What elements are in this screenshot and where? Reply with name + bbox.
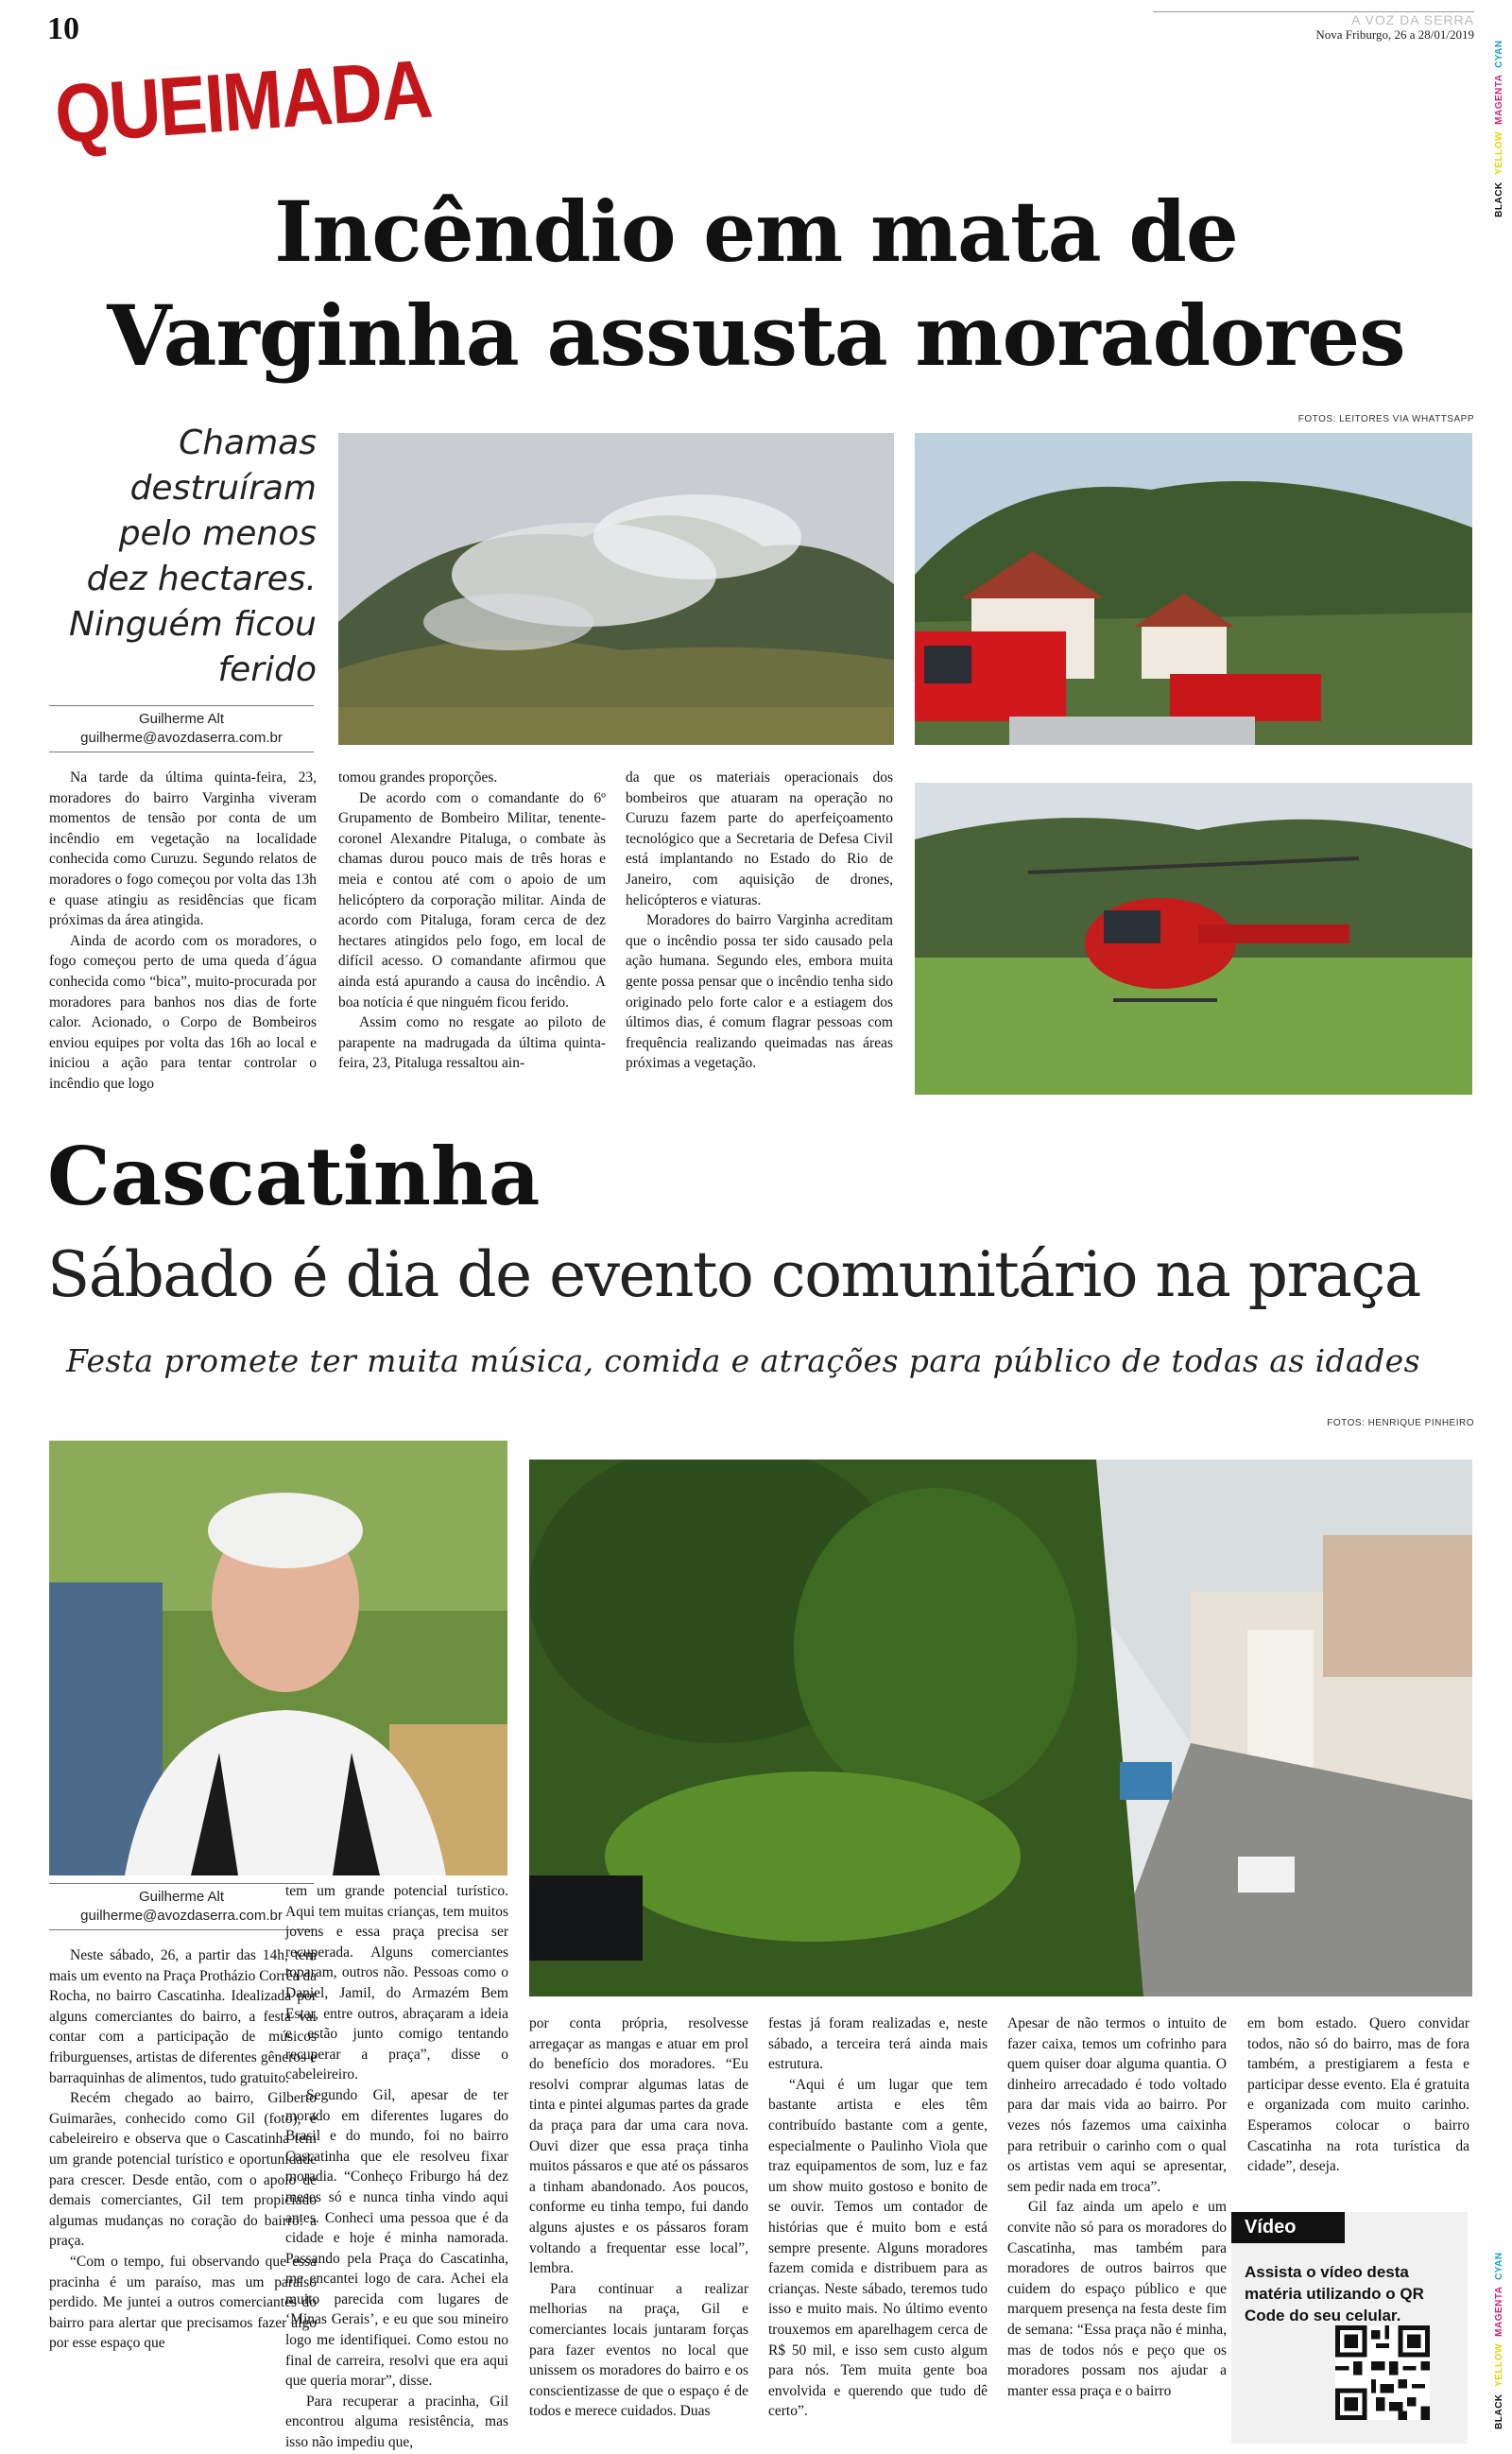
video-qr-box[interactable] (1231, 2212, 1468, 2444)
color-bar-top (1494, 38, 1504, 219)
headline-line2: Varginha assusta moradores (107, 286, 1405, 385)
photo-fire-trucks (915, 433, 1472, 745)
story1-subhead: Chamas destruíram pelo menos dez hectares. Ninguém ficou ferido (69, 423, 317, 689)
color-bar-bottom (1494, 2250, 1504, 2431)
deck-story2: Sábado é dia de evento comunitário na praça (47, 1238, 1420, 1311)
paragraph: De acordo com o comandante do 6º Grupamento de Bombeiro Militar, tenente-coronel Alexandre Pitaluga, o combate às chamas durou pouco mais de três horas e meia e contou até com o apoio de um helicóptero da corporação militar. Ainda de acordo com Pitaluga, foram cerca de dez hectares atingidos pelo fogo, em local de difícil acesso. O comandante afirmou que ainda está apurando a causa do incêndio. A boa notícia é que ninguém ficou ferido. (338, 789, 606, 1011)
edition-date: Nova Friburgo, 26 a 28/01/2019 (1315, 27, 1474, 42)
paragraph: tomou grandes proporções. (338, 769, 498, 786)
story2-column-6 (1247, 2013, 1469, 2177)
paragraph: por conta própria, resolvesse arregaçar as mangas e atuar em prol do benefício dos moradores. “Eu resolvi comprar algumas latas de tinta e pintei algumas partes da grade da praça para dar uma cara nova. Ouvi dizer que essa praça tinha muitos pássaros e que até os pássaros a tinham abandonado. Aos poucos, conforme eu tinha tempo, fui dando alguns ajustes e os pássaros foram voltando a frequentar esse local”, lembra. (529, 2015, 748, 2277)
story1-column-2 (338, 768, 606, 1074)
headline-story2: Cascatinha (47, 1130, 541, 1223)
paragraph: em bom estado. Quero convidar todos, não só do bairro, mas de fora também, a prestigiarem a festa e participar desse evento. Ela é gratuita e organizada com muito carinho. Esperamos colocar o bairro Cascatinha na rota turística da cidade”, deseja. (1247, 2015, 1469, 2175)
color-magenta: MAGENTA (1494, 74, 1504, 126)
video-box-text: Assista o vídeo desta matéria utilizando o QR Code do seu celular. (1245, 2263, 1424, 2324)
paragraph: Gil faz ainda um apelo e um convite não só para os moradores do Cascatinha, mas também para moradores de outros bairros que cuidem do espaço público e que marquem presença na festa deste fim de semana: “Essa praça não é minha, mas de todos nós e peço que os moradores possam nos ajudar a manter essa praça e o bairro (1007, 2199, 1227, 2399)
photo-helicopter (915, 783, 1472, 1095)
paragraph: Recém chegado ao bairro, Gilberto Guimarães, conhecido como Gil (foto), é cabeleireiro e observa que o Cascatinha tem um grande potencial turístico e oportunidade para crescer. Desde então, com o apoio de demais comerciantes, Gil tem propiciado algumas mudanças no coração do bairro: a praça. (49, 2090, 317, 2250)
paragraph: Segundo Gil, apesar de ter morado em diferentes lugares do Brasil e do mundo, foi no bairro Cascatinha que ele resolveu fixar moradia. “Conheço Friburgo há dez meses só e nunca tinha vindo aqui antes. Conheci uma pessoa que é da cidade e hoje é minha namorada. Passando pela Praça do Cascatinha, me encantei logo de cara. Achei ela muito parecida com lugares de ‘Minas Gerais’, e eu que sou mineiro logo me identifiquei. Como estou no final de carreira, resolvi que era aqui que queria morar”, disse. (285, 2086, 508, 2390)
color-yellow: YELLOW (1494, 131, 1504, 176)
byline-email: guilherme@avozdaserra.com.br (80, 730, 283, 746)
publication-name: A VOZ DA SERRA (1351, 12, 1474, 27)
story2-column-1 (49, 1945, 317, 2354)
color-black: BLACK (1494, 2394, 1504, 2429)
byline-email: guilherme@avozdaserra.com.br (80, 1908, 283, 1924)
qr-code-icon[interactable] (1335, 2325, 1430, 2420)
photo-praca-cascatinha (529, 1460, 1472, 1996)
byline-name: Guilherme Alt (138, 1889, 225, 1905)
video-box-title: Vídeo (1231, 2212, 1345, 2243)
headline-line1: Incêndio em mata de (274, 182, 1238, 281)
photo-credit-story2: FOTOS: HENRIQUE PINHEIRO (1327, 1418, 1474, 1428)
paragraph: Na tarde da última quinta-feira, 23, moradores do bairro Varginha viveram momentos de tensão por conta de um incêndio em vegetação na localidade conhecida como Curuzu. Segundo relatos de moradores o fogo começou por volta das 13h e quase atingiu as residências que ficam próximas da área atingida. (49, 769, 317, 929)
paragraph: “Aqui é um lugar que tem bastante artista e eles têm contribuído bastante com a gente, especialmente o Paulinho Viola que traz equipamentos de som, luz e faz um show muito gostoso e bonito de se ouvir. Temos um contador de histórias que é muito bom e está sempre presente. Alguns moradores fazem comida e distribuem para as crianças. Neste sábado, teremos tudo isso e muito mais. No último evento trouxemos em aparelhagem cerca de R$ 50 mil, e isso sem custo algum para nós. Tem muita gente boa envolvida e querendo que tudo dê certo”. (768, 2076, 988, 2420)
headline-story1 (57, 180, 1455, 388)
paragraph: Moradores do bairro Varginha acreditam que o incêndio possa ter sido causado pela ação humana. Segundo eles, embora muita gente possa pensar que o incêndio tenha sido originado pelo forte calor e a estiagem dos últimos dias, é comum flagrar pessoas com frequência realizando queimadas nas áreas próximas a vegetação. (626, 912, 893, 1072)
byline-story1 (49, 705, 314, 752)
photo-forest-fire (338, 433, 894, 745)
story1-column-3 (626, 768, 893, 1074)
paragraph: Neste sábado, 26, a partir das 14h, tem mais um evento na Praça Protházio Corrêa da Rocha, no bairro Cascatinha. Idealizada por alguns comerciantes do bairro, a festa vai contar com a participação de músicos friburguenses, artistas de diferentes gêneros e barraquinhas de alimentos, tudo gratuito. (49, 1947, 317, 2086)
color-magenta: MAGENTA (1494, 2286, 1504, 2338)
paragraph: tem um grande potencial turístico. Aqui tem muitas crianças, tem muitos jovens e essa praça precisa ser recuperada. Alguns comerciantes toparam, outros não. Pessoas como o Daniel, Jamil, do Armazém Bem Estar, entre outros, abraçaram a ideia e estão junto comigo tentando recuperar a praça”, disse o cabeleireiro. (285, 1883, 508, 2083)
story2-column-2 (285, 1881, 508, 2453)
paragraph: da que os materiais operacionais dos bombeiros que atuaram na operação no Curuzu fazem parte do aperfeiçoamento tecnológico que a Secretaria de Defesa Civil está implantando no Estado do Rio de Janeiro, com aquisição de drones, helicópteros e viaturas. (626, 769, 893, 908)
paragraph: Para recuperar a pracinha, Gil encontrou alguma resistência, mas isso não impediu que, (285, 2393, 508, 2451)
paragraph: Ainda de acordo com os moradores, o fogo começou perto de uma queda d´água conhecida como “bica”, muito-procurada por moradores para banhos nos dias de forte calor. Acionado, o Corpo de Bombeiros enviou equipes por volta das 16h ao local e iniciou a ação para tentar controlar o incêndio que logo (49, 932, 317, 1092)
photo-portrait-gil (49, 1441, 507, 1875)
section-kicker: QUEIMADA (52, 43, 434, 162)
paragraph: “Com o tempo, fui observando que essa pracinha é um paraíso, mas um paraíso perdido. Me juntei a outros comerciantes do bairro para alertar que precisamos fazer algo por esse espaço que (49, 2253, 317, 2352)
paragraph: Apesar de não termos o intuito de fazer caixa, temos um cofrinho para quem quiser doar alguma quantia. O dinheiro arrecadado é todo voltado para dar mais vida ao bairro. Por vezes nós fazemos uma caixinha para retribuir o carinho com o qual os artistas vem aqui se apresentar, sem pedir nada em troca”. (1007, 2015, 1227, 2195)
tagline-story2: Festa promete ter muita música, comida e atrações para público de todas as idades (66, 1342, 1420, 1379)
page-number: 10 (47, 11, 79, 46)
byline-story2 (49, 1883, 314, 1930)
color-cyan: CYAN (1494, 2252, 1504, 2280)
byline-name: Guilherme Alt (138, 711, 225, 727)
story2-column-4 (768, 2013, 988, 2422)
paragraph: festas já foram realizadas e, neste sábado, a terceira terá ainda mais estrutura. (768, 2015, 988, 2073)
photo-credit-story1: FOTOS: LEITORES VIA WHATTSAPP (1297, 414, 1474, 424)
color-black: BLACK (1494, 181, 1504, 217)
story1-column-1 (49, 768, 317, 1095)
color-cyan: CYAN (1494, 40, 1504, 68)
paragraph: Assim como no resgate ao piloto de parapente na madrugada da última quinta-feira, 23, Pitaluga ressaltou ain- (338, 1014, 606, 1072)
masthead (1153, 11, 1474, 43)
story2-column-5 (1007, 2013, 1227, 2401)
story2-column-3 (529, 2013, 748, 2422)
paragraph: Para continuar a realizar melhorias na praça, Gil e comerciantes locais juntaram forças para fazer eventos no local que unissem os moradores do bairro e os conscientizasse de que o espaço é de todos e merece cuidados. Duas (529, 2280, 748, 2420)
color-yellow: YELLOW (1494, 2343, 1504, 2388)
